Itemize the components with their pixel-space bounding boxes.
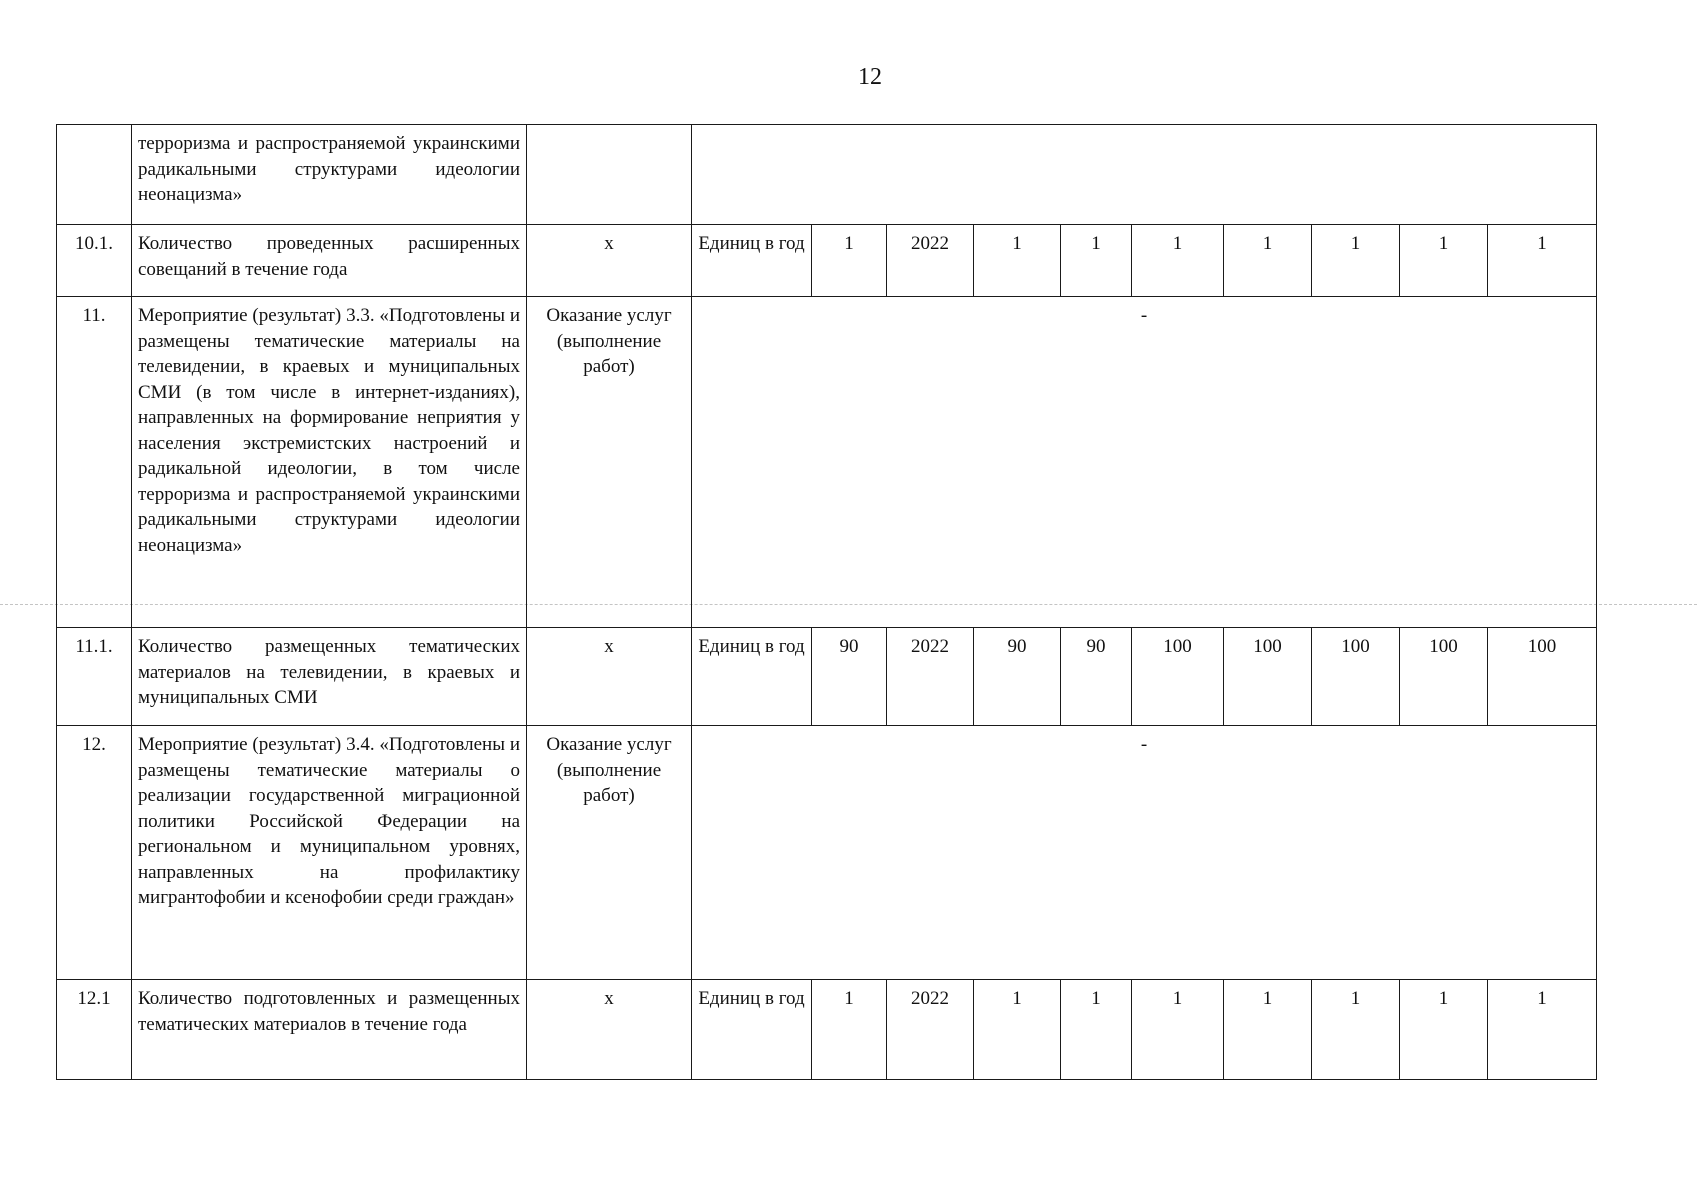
merged-values-cell: -: [692, 726, 1597, 980]
value-cell: 100: [1312, 628, 1400, 726]
table-row: [57, 125, 1597, 225]
row-category: х: [527, 628, 692, 726]
value-cell: 1: [1061, 980, 1132, 1080]
row-unit: Единиц в год: [692, 980, 812, 1080]
value-cell: 1: [1400, 225, 1488, 297]
value-cell: 1: [1132, 225, 1224, 297]
value-cell: 100: [1400, 628, 1488, 726]
value-cell: 1: [974, 225, 1061, 297]
value-cell: 100: [1132, 628, 1224, 726]
value-cell: 1: [974, 980, 1061, 1080]
value-cell: 1: [1488, 980, 1597, 1080]
row-category: Оказание услуг (выполнение работ): [527, 297, 692, 628]
value-cell: 2022: [887, 225, 974, 297]
row-description: терроризма и распространяемой украинскими радикальными структурами идеологии неонацизма»: [132, 125, 527, 225]
table-row: [57, 628, 1597, 726]
table-row: [57, 980, 1597, 1080]
row-number: 10.1.: [57, 225, 132, 297]
value-cell: 1: [1312, 225, 1400, 297]
value-cell: 2022: [887, 628, 974, 726]
indicators-table: [56, 124, 1597, 1080]
table-row: [57, 225, 1597, 297]
row-description: Мероприятие (результат) 3.4. «Подготовлены и размещены тематические материалы о реализации государственной миграционной политики Российской Федерации на региональном и муниципальном уровнях, направленных на профилактику мигрантофобии и ксенофобии среди граждан»: [132, 726, 527, 980]
value-cell: 1: [1224, 980, 1312, 1080]
value-cell: 100: [1224, 628, 1312, 726]
row-unit: Единиц в год: [692, 628, 812, 726]
table-row: [57, 726, 1597, 980]
row-category: х: [527, 980, 692, 1080]
value-cell: 1: [1224, 225, 1312, 297]
value-cell: 1: [1312, 980, 1400, 1080]
table-row: [57, 297, 1597, 628]
value-cell: 1: [1488, 225, 1597, 297]
row-number: [57, 125, 132, 225]
value-cell: 1: [812, 225, 887, 297]
row-category: х: [527, 225, 692, 297]
value-cell: 1: [1400, 980, 1488, 1080]
row-description: Мероприятие (результат) 3.3. «Подготовлены и размещены тематические материалы на телевидении, в краевых и муниципальных СМИ (в том числе в интернет-изданиях), направленных на формирование неприятия у населения экстремистских настроений и радикальной идеологии, в том числе терроризма и распространяемой украинскими радикальными структурами идеологии неонацизма»: [132, 297, 527, 628]
row-unit: Единиц в год: [692, 225, 812, 297]
row-description: Количество подготовленных и размещенных тематических материалов в течение года: [132, 980, 527, 1080]
row-number: 12.: [57, 726, 132, 980]
row-description: Количество проведенных расширенных совещаний в течение года: [132, 225, 527, 297]
value-cell: 90: [1061, 628, 1132, 726]
row-number: 11.1.: [57, 628, 132, 726]
merged-values-cell: [692, 125, 1597, 225]
value-cell: 100: [1488, 628, 1597, 726]
row-number: 12.1: [57, 980, 132, 1080]
row-category: [527, 125, 692, 225]
value-cell: 2022: [887, 980, 974, 1080]
row-category: Оказание услуг (выполнение работ): [527, 726, 692, 980]
value-cell: 1: [1061, 225, 1132, 297]
row-description: Количество размещенных тематических материалов на телевидении, в краевых и муниципальных СМИ: [132, 628, 527, 726]
merged-values-cell: -: [692, 297, 1597, 628]
value-cell: 1: [1132, 980, 1224, 1080]
value-cell: 1: [812, 980, 887, 1080]
value-cell: 90: [974, 628, 1061, 726]
row-number: 11.: [57, 297, 132, 628]
value-cell: 90: [812, 628, 887, 726]
page-number: 12: [858, 64, 882, 90]
